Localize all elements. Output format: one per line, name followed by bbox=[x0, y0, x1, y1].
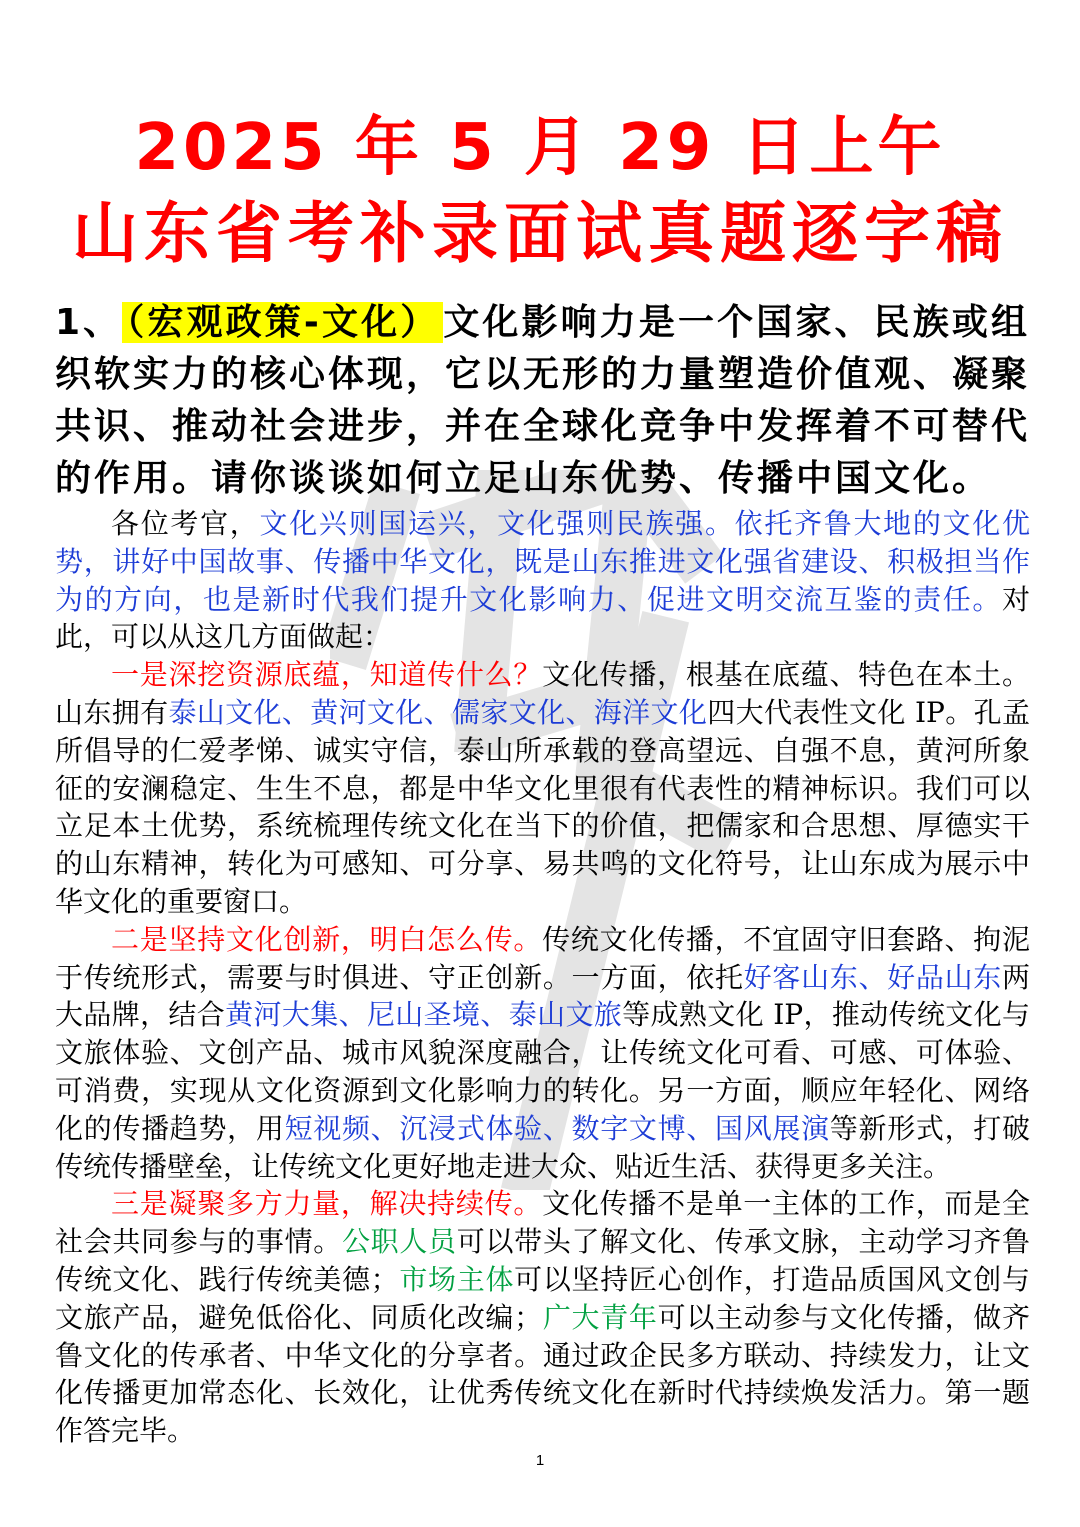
intro-highlight: 文化兴则国运兴，文化强则民族强。依托齐鲁大地的文化优势，讲好中国故事、传播中华文化，既是山东推进文化强省建设、积极担当作为的方向，也是新时代我们提升文化影响力、促进文明交流互鉴的责任。 bbox=[55, 507, 1030, 616]
point-2-highlight-ip: 黄河大集、尼山圣境、泰山文旅 bbox=[225, 998, 623, 1032]
point-2-highlight-brands: 好客山东、好品山东 bbox=[743, 960, 1002, 994]
point-3-text: 文化传播不是单一主体的工作，而是全社会共同参与的事情。 bbox=[55, 1187, 1030, 1259]
point-3-heading: 三是凝聚多方力量，解决持续传。 bbox=[111, 1187, 543, 1221]
point-3-highlight-market: 市场主体 bbox=[398, 1262, 515, 1296]
point-1-heading: 一是深挖资源底蕴，知道传什么？ bbox=[111, 658, 543, 692]
answer-intro-paragraph bbox=[55, 505, 1030, 656]
point-2-highlight-forms: 短视频、沉浸式体验、数字文博、国风展演 bbox=[284, 1111, 830, 1145]
point-3-text: 可以带头了解文化、传承文脉，主动学习齐鲁传统文化、践行传统美德； bbox=[55, 1225, 1030, 1296]
answer-point-2 bbox=[55, 921, 1030, 1186]
intro-text: 各位考官， bbox=[111, 507, 260, 540]
point-3-highlight-youth: 广大青年 bbox=[542, 1300, 658, 1334]
point-2-heading: 二是坚持文化创新，明白怎么传。 bbox=[111, 922, 543, 956]
question-block bbox=[55, 297, 1030, 505]
question-number: 1、 bbox=[55, 302, 123, 343]
point-2-text: 传统文化传播，不宜固守旧套路、拘泥于传统形式，需要与时俱进、守正创新。一方面，依托 bbox=[55, 922, 1030, 994]
intro-text-end: 对此，可以从这几方面做起： bbox=[55, 582, 1030, 654]
point-2-text: 等成熟文化 IP，推动传统文化与文旅体验、文创产品、城市风貌深度融合，让传统文化可看、可感、可体验、可消费，实现从文化资源到文化影响力的转化。另一方面，顺应年轻化、网络化的传播趋势，用 bbox=[55, 998, 1030, 1145]
point-3-text: 可以坚持匠心创作，打造品质国风文创与文旅产品，避免低俗化、同质化改编； bbox=[55, 1262, 1030, 1334]
page-title-date: 2025 年 5 月 29 日上午 bbox=[134, 111, 946, 185]
point-1-highlight: 泰山文化、黄河文化、儒家文化、海洋文化 bbox=[168, 695, 708, 729]
point-2-text: 两大品牌，结合 bbox=[55, 960, 1030, 1032]
point-1-text-end: 四大代表性文化 IP。孔孟所倡导的仁爱孝悌、诚实守信，泰山所承载的登高望远、自强不息，黄河所象征的安澜稳定、生生不息，都是中华文化里很有代表性的精神标识。我们可以立足本土优势，系统梳理传统文化在当下的价值，把儒家和合思想、厚德实干的山东精神，转化为可感知、可分享、易共鸣的文化符号，让山东成为展示中华文化的重要窗口。 bbox=[55, 695, 1030, 918]
question-category-tag: （宏观政策-文化） bbox=[122, 302, 443, 343]
point-2-text-end: 等新形式，打破传统传播壁垒，让传统文化更好地走进大众、贴近生活、获得更多关注。 bbox=[55, 1111, 1030, 1183]
answer-body bbox=[55, 505, 1030, 1450]
point-1-text: 文化传播，根基在底蕴、特色在本土。山东拥有 bbox=[55, 658, 1030, 729]
page-number: 1 bbox=[535, 1452, 545, 1469]
page-title: 山东省考补录面试真题逐字稿 bbox=[72, 195, 1008, 272]
question-text: 文化影响力是一个国家、民族或组织软实力的核心体现，它以无形的力量塑造价值观、凝聚共识、推动社会进步，并在全球化竞争中发挥着不可替代的作用。请你谈谈如何立足山东优势、传播中国文化。 bbox=[55, 302, 1031, 499]
point-3-text-end: 可以主动参与文化传播，做齐鲁文化的传承者、中华文化的分享者。通过政企民多方联动、持续发力，让文化传播更加常态化、长效化，让优秀传统文化在新时代持续焕发活力。第一题作答完毕。 bbox=[55, 1300, 1030, 1448]
answer-point-1 bbox=[55, 656, 1030, 921]
point-3-highlight-officials: 公职人员 bbox=[341, 1225, 457, 1259]
answer-point-3 bbox=[55, 1185, 1030, 1450]
